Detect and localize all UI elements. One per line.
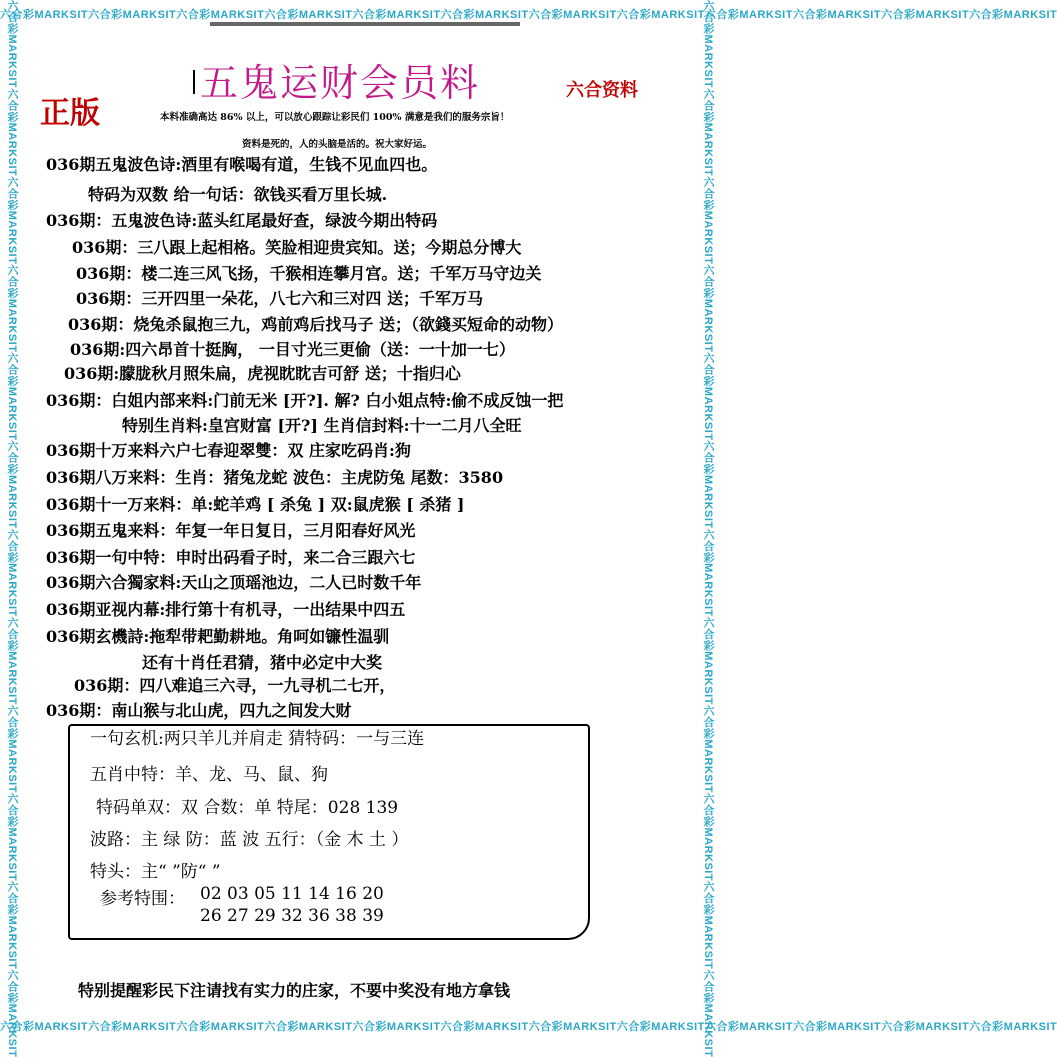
content-line-6: 036期：三开四里一朵花，八七六和三对四 送；千军万马	[76, 289, 483, 308]
slogan-accuracy: 本料准确高达 86% 以上，可以放心跟踪让彩民们 100% 满意是我们的服务宗旨！	[160, 112, 510, 123]
content-line-3: 036期：五鬼波色诗:蓝头红尾最好查，绿波今期出特码	[46, 211, 438, 230]
content-line-21: 036期：四八难追三六寻，一九寻机二七开，	[74, 676, 396, 695]
content-line-8: 036期:四六昂首十挺胸， 一目寸光三更偷（送：一十加一七）	[70, 340, 515, 359]
top-decoration-bar	[210, 22, 520, 26]
content-line-14: 036期十一万来料：单:蛇羊鸡 [ 杀兔 ] 双:鼠虎猴 [ 杀猪 ]	[46, 495, 465, 514]
content-line-5: 036期：楼二连三风飞扬，千猴相连攀月宫。送；千军万马守边关	[76, 264, 542, 283]
content-line-1: 036期五鬼波色诗:酒里有喉喝有道，生钱不见血四也。	[46, 155, 438, 174]
box-ref-label: 参考特围：	[100, 889, 185, 909]
page-title: 五鬼运财会员料	[200, 61, 481, 105]
content-line-10: 036期：白姐内部来料:门前无米 [开?]. 解? 白小姐点特:偷不成反蚀一把	[46, 391, 564, 410]
content-line-16: 036期一句中特：申时出码看子时，来二合三跟六七	[46, 548, 416, 567]
watermark-border-right: 六合彩MARKSIT六合彩MARKSIT六合彩MARKSIT六合彩MARKSIT六合彩MARKSIT六合彩MARKSIT六合彩MARKSIT六合彩MARKSIT六合彩MARKSIT六合彩MARKSIT六合彩MARKSIT六合彩MARKSIT	[702, 0, 714, 1057]
box-riddle: 一句玄机:两只羊儿并肩走 猜特码：一与三连	[90, 729, 425, 749]
content-line-22: 036期：南山猴与北山虎，四九之间发大财	[46, 701, 352, 720]
prediction-summary-box	[68, 724, 590, 940]
watermark-border-top: 六合彩MARKSIT六合彩MARKSIT六合彩MARKSIT六合彩MARKSIT六合彩MARKSIT六合彩MARKSIT六合彩MARKSIT六合彩MARKSIT六合彩MARKSIT六合彩MARKSIT六合彩MARKSIT六合彩MARKSIT	[0, 9, 1057, 21]
box-ref-row-2: 26 27 29 32 36 38 39	[200, 906, 384, 926]
content-line-4: 036期：三八跟上起相格。笑脸相迎贵宾知。送；今期总分博大	[72, 238, 522, 257]
box-ref-row-1: 02 03 05 11 14 16 20	[200, 884, 384, 904]
content-line-12: 036期十万来料六户七春迎翠雙：双 庄家吃码肖:狗	[46, 441, 411, 460]
box-wave: 波路：主 绿 防：蓝 波 五行：（金 木 土 ）	[90, 830, 409, 850]
content-line-13: 036期八万来料：生肖：猪兔龙蛇 波色：主虎防兔 尾数：3580	[46, 468, 504, 487]
watermark-border-bottom: 六合彩MARKSIT六合彩MARKSIT六合彩MARKSIT六合彩MARKSIT六合彩MARKSIT六合彩MARKSIT六合彩MARKSIT六合彩MARKSIT六合彩MARKSIT六合彩MARKSIT六合彩MARKSIT六合彩MARKSIT	[0, 1021, 1057, 1033]
content-line-7: 036期：烧兔杀鼠抱三九，鸡前鸡后找马子 送；（欲錢买短命的动物）	[68, 315, 563, 334]
edition-badge: 正版	[40, 96, 100, 131]
title-cursor-bar	[193, 70, 195, 94]
content-line-9: 036期:朦胧秋月照朱扁，虎视眈眈吉可舒 送；十指归心	[64, 364, 461, 383]
content-line-15: 036期五鬼来料：年复一年日复日，三月阳春好风光	[46, 521, 416, 540]
slogan-luck: 资料是死的，人的头脑是活的。祝大家好运。	[242, 139, 433, 150]
footer-reminder: 特别提醒彩民下注请找有实力的庄家，不要中奖没有地方拿钱	[78, 981, 511, 1000]
content-line-11: 特别生肖料:皇宫财富 [开?] 生肖信封料:十一二月八全旺	[122, 416, 522, 435]
category-badge: 六合资料	[566, 80, 638, 101]
content-line-19: 036期玄機詩:拖犁带耙勤耕地。角呵如镰性温驯	[46, 627, 390, 646]
box-head: 特头：主“ ”防“ ”	[90, 862, 221, 882]
box-odd-even: 特码单双：双 合数：单 特尾：028 139	[96, 798, 399, 818]
watermark-border-left: 六合彩MARKSIT六合彩MARKSIT六合彩MARKSIT六合彩MARKSIT六合彩MARKSIT六合彩MARKSIT六合彩MARKSIT六合彩MARKSIT六合彩MARKSIT六合彩MARKSIT六合彩MARKSIT六合彩MARKSIT	[6, 0, 18, 1057]
content-line-20: 还有十肖任君猜，猪中必定中大奖	[142, 653, 383, 672]
content-line-2: 特码为双数 给一句话：欲钱买看万里长城.	[88, 185, 388, 204]
box-five-zodiac: 五肖中特：羊、龙、马、鼠、狗	[90, 765, 328, 785]
content-line-18: 036期亚视内幕:排行第十有机寻，一出结果中四五	[46, 600, 406, 619]
content-line-17: 036期六合獨家料:天山之顶瑶池边，二人已时数千年	[46, 573, 422, 592]
